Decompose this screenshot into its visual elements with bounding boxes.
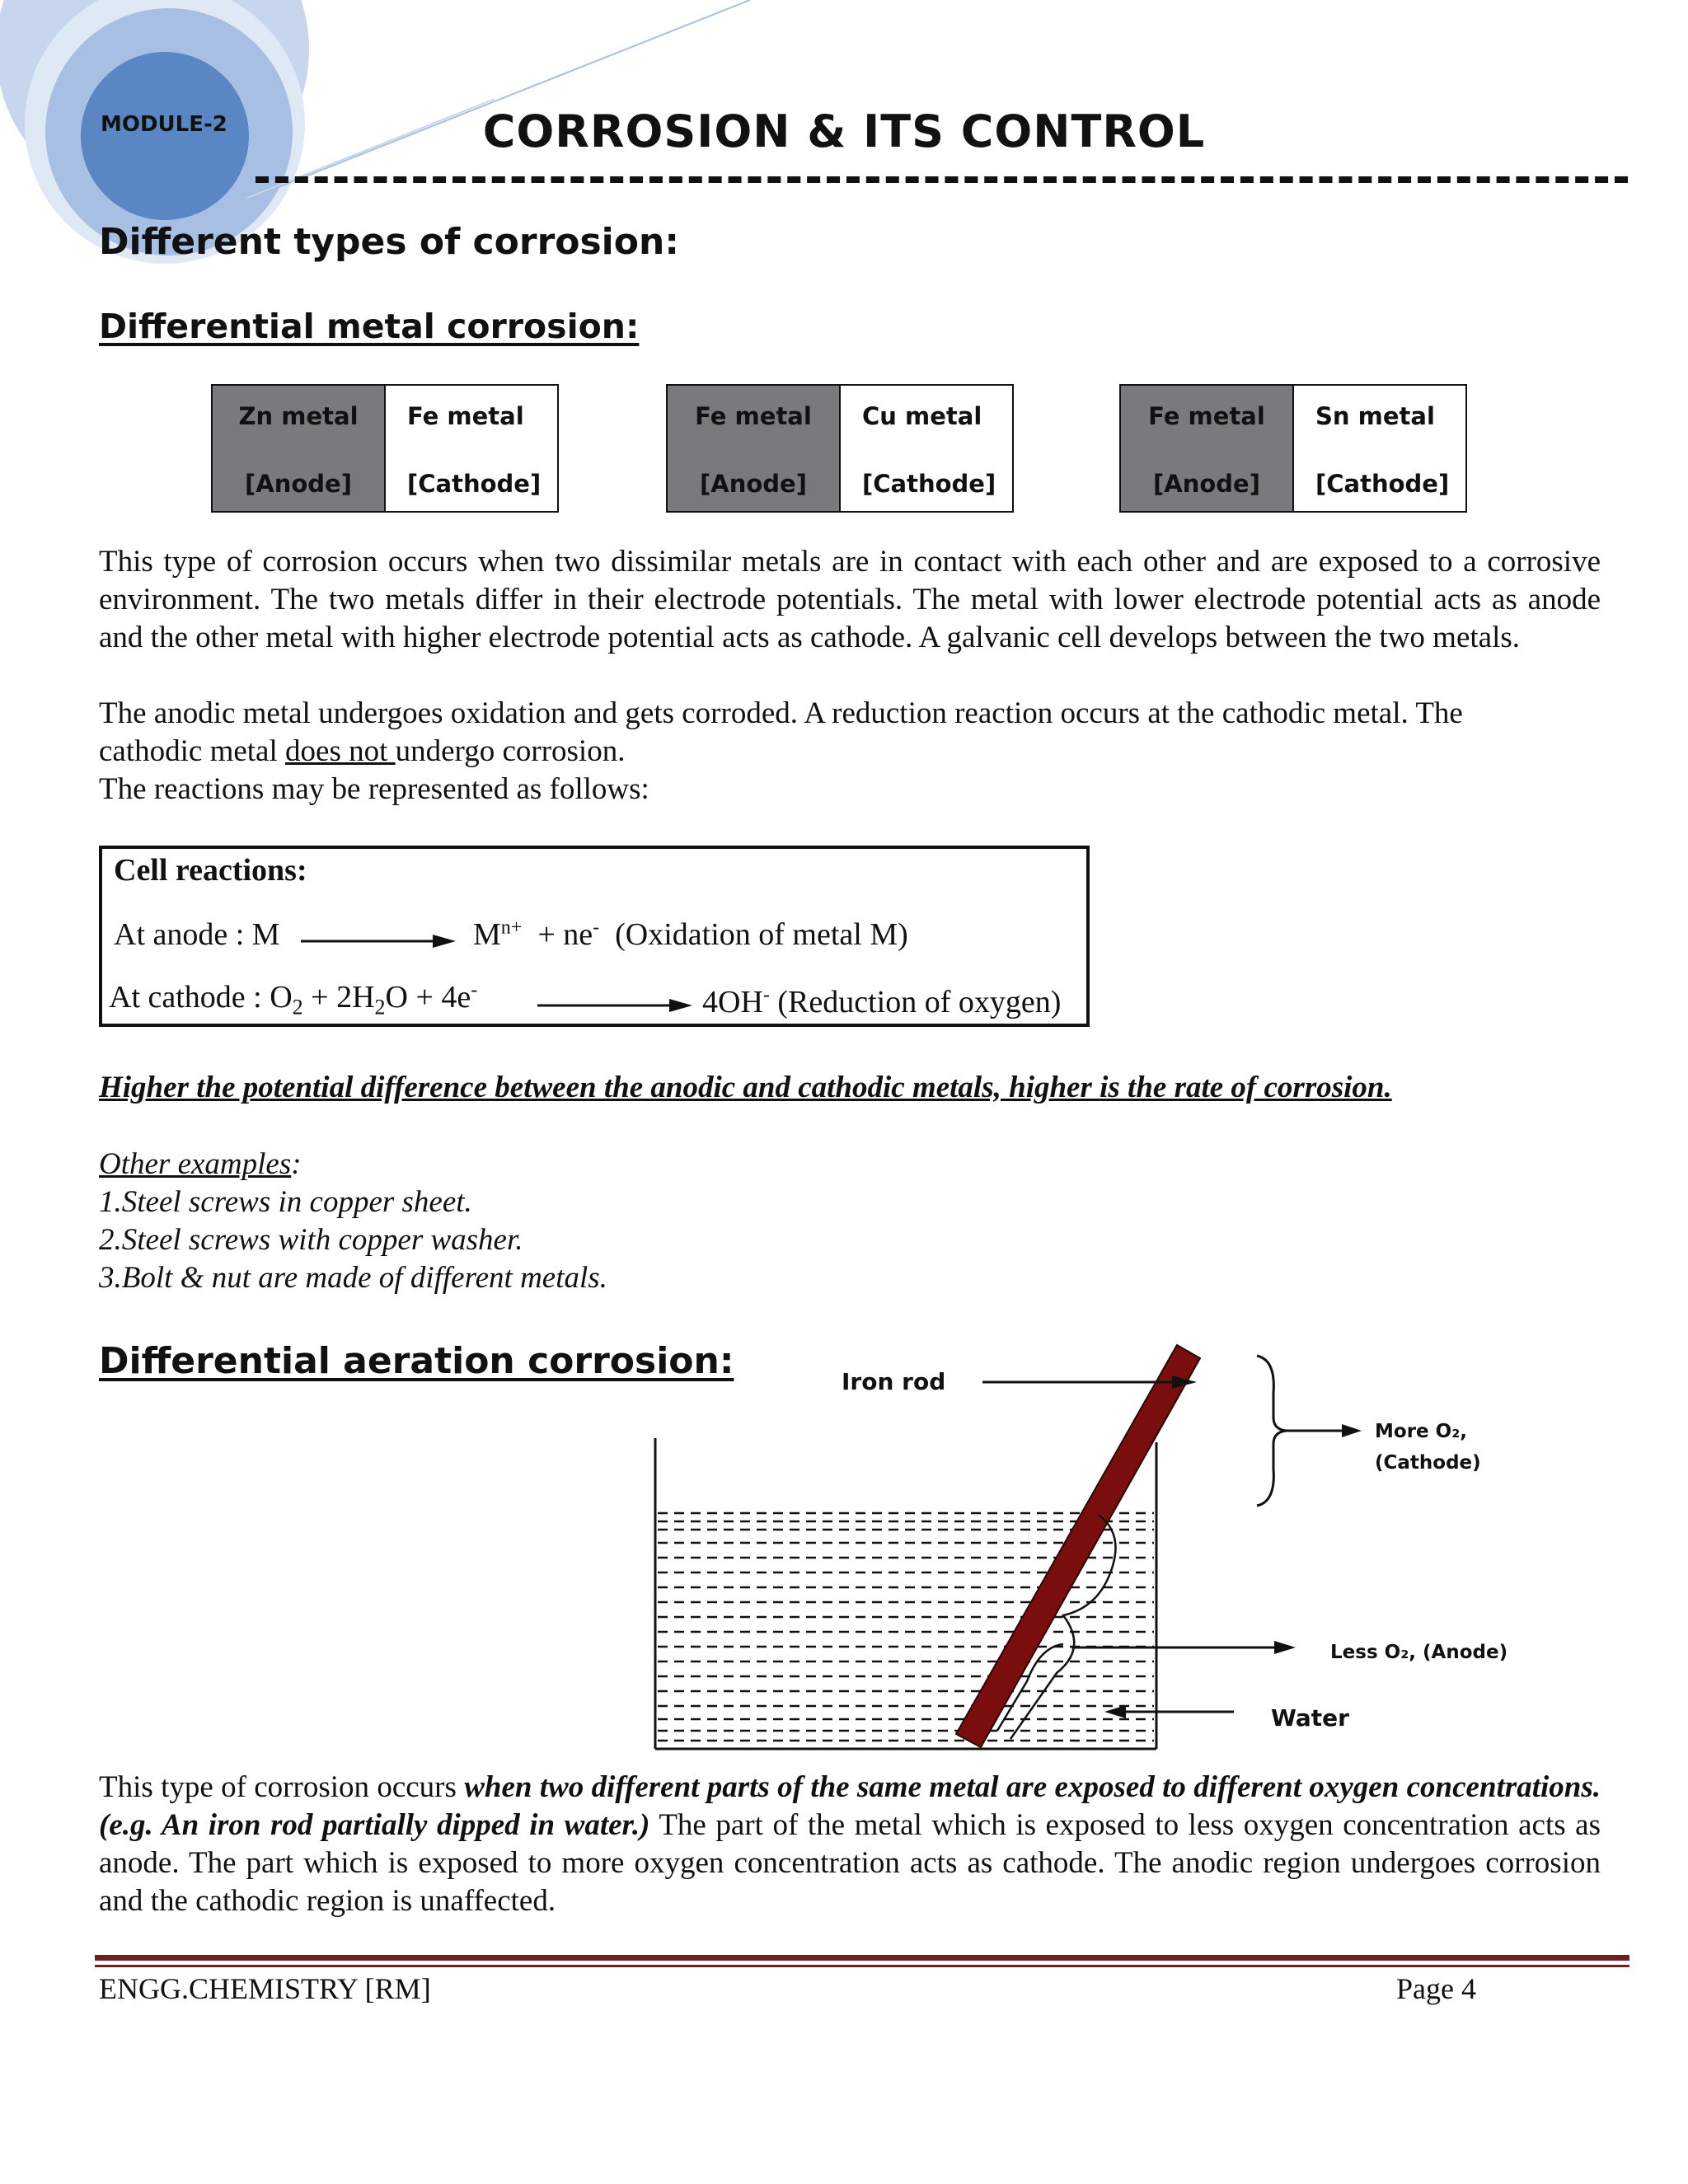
less-o2-label: Less O₂, (Anode) (1330, 1642, 1508, 1663)
cathode-label: (Cathode) (1375, 1452, 1481, 1474)
anodic-metal-line: The anodic metal undergoes oxidation and gets corroded. A reduction reaction occurs at the cathodic metal. The (99, 696, 1463, 730)
anode-metal: Fe metal (695, 402, 812, 430)
cathode-label: [Cathode] (407, 470, 542, 498)
text-fragment: M (473, 917, 501, 952)
text-fragment: (Oxidation of metal M) (615, 917, 908, 952)
does-not-emphasis: does not (285, 734, 396, 768)
text-fragment: + ne (537, 917, 593, 952)
text-fragment: This type of corrosion occurs (99, 1770, 465, 1804)
anode-metal: Fe metal (1148, 402, 1265, 430)
differential-aeration-heading: Differential aeration corrosion: (99, 1340, 734, 1382)
differential-aeration-paragraph (99, 1769, 1601, 1920)
cathode-metal: Fe metal (407, 402, 524, 430)
bold-emphasis: when two different parts of the same metal are exposed to different oxygen concentrations. (e.g. An iron rod partially dipped in water.) (99, 1770, 1601, 1842)
page-title: CORROSION & ITS CONTROL (482, 105, 1206, 157)
subscript: 2 (374, 995, 386, 1019)
subscript: 2 (292, 995, 303, 1019)
footer-rule (95, 1965, 1629, 1967)
superscript: - (471, 979, 478, 1001)
example-item: 1.Steel screws in copper sheet. (99, 1185, 472, 1219)
differential-metal-heading: Differential metal corrosion: (99, 307, 640, 346)
anode-label: [Anode] (245, 470, 352, 498)
cathode-metal: Cu metal (862, 402, 982, 430)
module-label: MODULE-2 (101, 112, 227, 137)
anode-label: [Anode] (1153, 470, 1260, 498)
text-fragment: (Reduction of oxygen) (769, 985, 1062, 1019)
anode-metal: Zn metal (238, 402, 359, 430)
anode-label: [Anode] (700, 470, 807, 498)
cathode-label: [Cathode] (1315, 470, 1450, 498)
superscript: - (593, 916, 600, 939)
footer-rule (95, 1955, 1629, 1961)
iron-rod-label: Iron rod (842, 1368, 946, 1395)
text-fragment: O + 4e (385, 980, 471, 1015)
text-fragment: undergo corrosion. (395, 734, 626, 768)
superscript: - (762, 984, 770, 1006)
example-item: 3.Bolt & nut are made of different metals. (99, 1261, 607, 1295)
footer-left: ENGG.CHEMISTRY [RM] (99, 1972, 431, 2005)
text-fragment: At cathode : O (109, 980, 293, 1015)
text-fragment: : (291, 1147, 302, 1181)
emphasis-line: Higher the potential difference between the anodic and cathodic metals, higher is the rate of corrosion. (99, 1071, 1392, 1104)
section-title: Different types of corrosion: (99, 221, 679, 263)
cathode-metal: Sn metal (1315, 402, 1435, 430)
water-label: Water (1271, 1704, 1349, 1732)
text-fragment: cathodic metal (99, 734, 286, 768)
anode-reaction-left: At anode : M (114, 917, 280, 952)
superscript: n+ (500, 916, 523, 939)
more-o2-label: More O₂, (1375, 1421, 1468, 1442)
example-item: 2.Steel screws with copper washer. (99, 1223, 523, 1257)
text-fragment: The part of the metal which is exposed to less oxygen concentration acts as anode. The part which is exposed to more oxygen concentration acts as cathode. The anodic region undergoes corrosion and the cathodic region is unaffected. (99, 1808, 1601, 1918)
text-fragment: + 2H (302, 980, 375, 1015)
cathode-label: [Cathode] (862, 470, 996, 498)
cell-reactions-heading: Cell reactions: (114, 853, 307, 888)
text-fragment: Other examples (99, 1147, 292, 1181)
text-fragment: 4OH (702, 985, 763, 1019)
page-number: Page 4 (1396, 1972, 1476, 2005)
differential-metal-paragraph: This type of corrosion occurs when two dissimilar metals are in contact with each other and are exposed to a corrosive environment. The two metals differ in their electrode potentials. The metal with lower electrode potential acts as anode and the other metal with higher electrode potential acts as cathode. A galvanic cell develops between the two metals. (99, 545, 1601, 654)
reactions-intro: The reactions may be represented as follows: (99, 772, 649, 806)
